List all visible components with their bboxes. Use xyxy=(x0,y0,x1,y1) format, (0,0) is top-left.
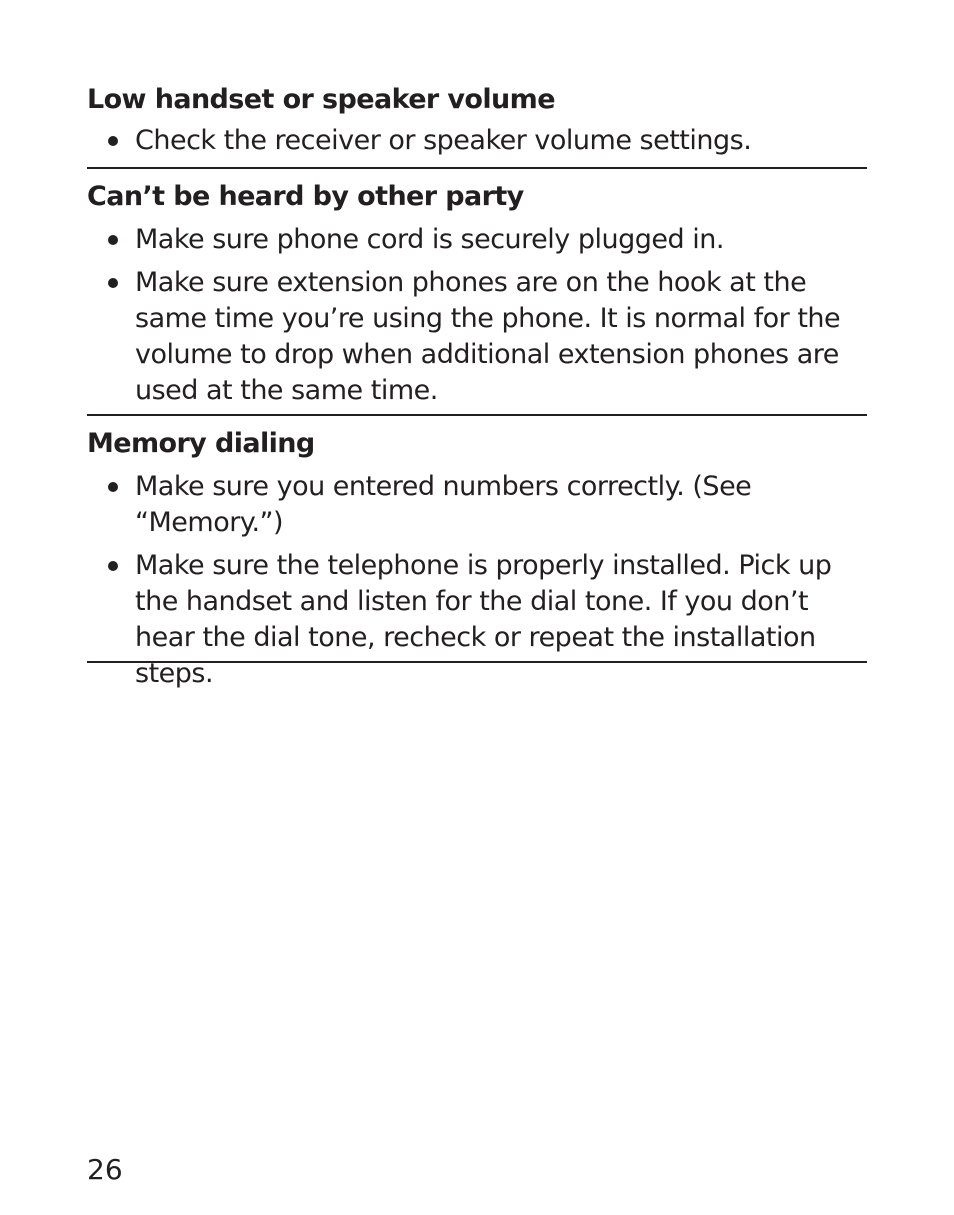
bullet-dot-icon xyxy=(108,235,118,245)
bullet-dot-icon xyxy=(108,136,118,146)
bullet-dot-icon xyxy=(108,482,118,492)
section-low-volume xyxy=(87,82,867,169)
page-number: 26 xyxy=(87,1153,123,1186)
bullet-list xyxy=(87,123,867,159)
list-item xyxy=(87,469,867,541)
list-item xyxy=(87,123,867,159)
troubleshooting-content xyxy=(87,82,867,689)
bullet-text: Make sure the telephone is properly installed. Pick up the handset and listen for the dial tone. If you don’t hear the dial tone, recheck or repeat the installation steps. xyxy=(135,550,832,689)
bullet-text: Make sure you entered numbers correctly. (See “Memory.”) xyxy=(135,471,752,538)
bullet-dot-icon xyxy=(108,561,118,571)
bullet-dot-icon xyxy=(108,278,118,288)
bullet-list xyxy=(87,469,867,692)
bullet-text: Make sure phone cord is securely plugged in. xyxy=(135,224,724,255)
section-title: Memory dialing xyxy=(87,428,315,459)
section-cant-be-heard xyxy=(87,179,867,416)
bullet-text: Make sure extension phones are on the hook at the same time you’re using the phone. It is normal for the volume to drop when additional extension phones are used at the same time. xyxy=(135,267,841,406)
list-item xyxy=(87,548,867,692)
section-memory-dialing xyxy=(87,426,867,689)
section-title: Low handset or speaker volume xyxy=(87,84,555,115)
bullet-text: Check the receiver or speaker volume settings. xyxy=(135,125,752,156)
bullet-list xyxy=(87,222,867,409)
list-item xyxy=(87,222,867,258)
section-title: Can’t be heard by other party xyxy=(87,181,524,212)
list-item xyxy=(87,265,867,409)
